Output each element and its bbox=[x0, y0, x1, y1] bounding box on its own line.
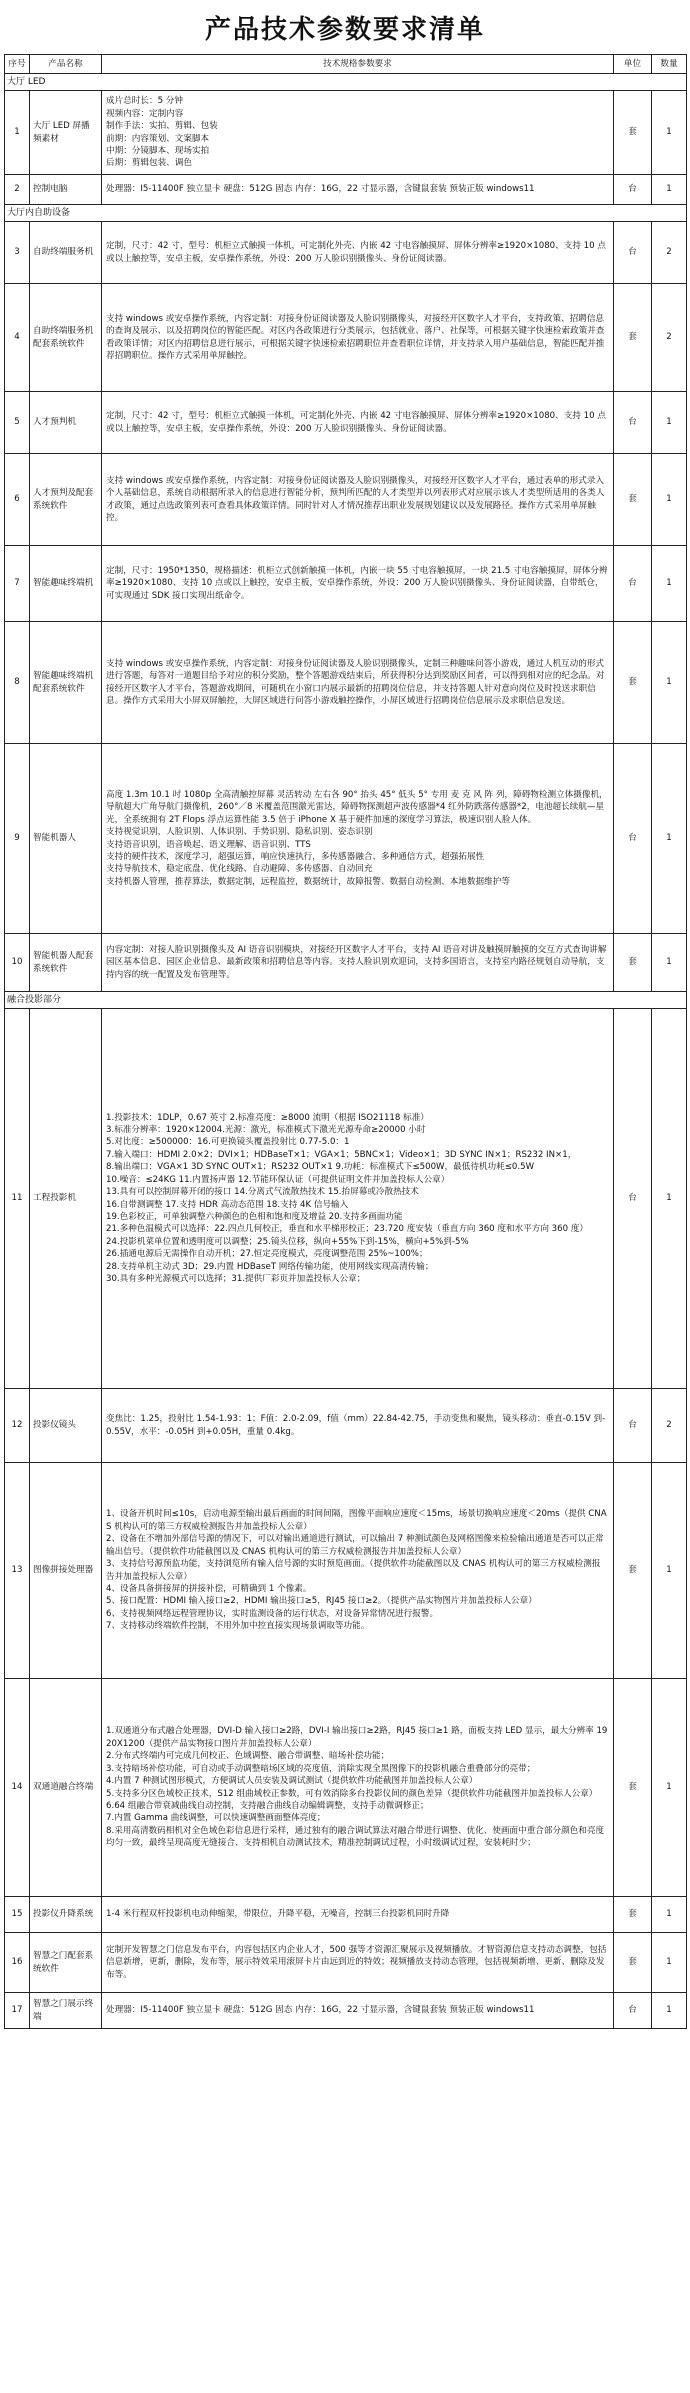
row-number: 1 bbox=[5, 91, 30, 175]
spec-line: 内容定制：对接人脸识别摄像头及 AI 语音识别模块，对接经开区数字人才平台，支持 AI 语音对讲及触摸屏触摸的交互方式查询讲解园区基本信息、园区企业信息、最新政策和招聘信息等内容。支持人脸识别欢迎词，支持多国语言，支持室内路径规划自动导航，支持内容的统一配置及发布管理等。 bbox=[106, 944, 607, 980]
row-number: 17 bbox=[5, 1993, 30, 2029]
unit: 套 bbox=[614, 1463, 652, 1679]
product-name: 智慧之门展示终端 bbox=[30, 1993, 102, 2029]
quantity: 1 bbox=[652, 546, 687, 622]
spec-line: 处理器：I5-11400F 独立显卡 硬盘：512G 固态 内存：16G，22 寸显示器，含键鼠套装 预装正版 windows11 bbox=[106, 2005, 535, 2016]
spec-line: 2.分布式终端内可完成几何校正、色域调整、融合带调整、暗场补偿功能； bbox=[106, 1751, 390, 1762]
row-number: 11 bbox=[5, 1009, 30, 1389]
table-row bbox=[5, 454, 687, 546]
spec-text bbox=[102, 175, 614, 205]
product-name: 工程投影机 bbox=[30, 1009, 102, 1389]
spec-text bbox=[102, 91, 614, 175]
product-name: 智慧之门配套系统软件 bbox=[30, 1933, 102, 1993]
product-name: 智能机器人配套系统软件 bbox=[30, 934, 102, 992]
spec-line: 支持的硬件技术，深度学习，超强运算，响应快速执行，多传感器融合、多种通信方式，超强拓展性 bbox=[106, 851, 485, 862]
quantity: 2 bbox=[652, 1389, 687, 1463]
product-name: 双通道融合终端 bbox=[30, 1679, 102, 1897]
spec-line: 3.标准分辨率：1920×12004.光源：激光，标准模式下激光光源寿命≥20000 小时 bbox=[106, 1125, 426, 1136]
product-name: 投影仪镜头 bbox=[30, 1389, 102, 1463]
quantity: 2 bbox=[652, 222, 687, 284]
unit: 台 bbox=[614, 744, 652, 934]
quantity: 1 bbox=[652, 392, 687, 454]
spec-line: 5.对比度：≥500000：16.可更换镜头覆盖投射比 0.77-5.0：1 bbox=[106, 1137, 350, 1148]
spec-line: 前期：内容策划、文案脚本 bbox=[106, 133, 210, 144]
spec-line: 10.噪音：≤24KG 11.内置扬声器 12.节能环保认证（可提供证明文件并加盖投标人公章） bbox=[106, 1174, 450, 1185]
header-spec: 技术规格参数要求 bbox=[102, 55, 614, 74]
product-name: 人才预判及配套系统软件 bbox=[30, 454, 102, 546]
spec-text bbox=[102, 744, 614, 934]
product-name: 控制电脑 bbox=[30, 175, 102, 205]
spec-line: 21.多种色温模式可以选择：22.四点几何校正，垂直和水平梯形校正；23.720 度安装（垂直方向 360 度和水平方向 360 度） bbox=[106, 1224, 588, 1235]
spec-line: 5、接口配置：HDMI 输入接口≥2，HDMI 输出接口≥5，RJ45 接口≥2。（提供产品实物图片并加盖投标人公章） bbox=[106, 1596, 537, 1607]
quantity: 2 bbox=[652, 284, 687, 392]
spec-text bbox=[102, 284, 614, 392]
row-number: 16 bbox=[5, 1933, 30, 1993]
spec-line: 支持 windows 或安卓操作系统，内容定制：对接身份证阅读器及人脸识别摄像头，定制三种趣味问答小游戏，通过人机互动的形式进行答题，每答对一道题目给予对应的积分奖励，整个答题游戏结束后，所获得积分达到奖励区间者，可以得到相对应的纪念品。对接经开区数字人才平台，答题游戏期间，可随机在小窗口内展示最新的招聘岗位信息，并支持答题人针对意向岗位及时投送求职信息。操作方式采用大小屏双屏触控，大屏区域进行问答小游戏触控操作，小屏区域进行招聘岗位信息展示及求职信息发送。 bbox=[106, 658, 605, 706]
spec-line: 定制，尺寸：42 寸，型号：机柜立式触摸一体机，可定制化外壳、内嵌 42 寸电容触摸屏、屏体分辨率≥1920×1080、支持 10 点或以上触控等，安卓主板，安卓操作系统，外设：200 万人脸识别摄像头、身份证阅读器。 bbox=[106, 411, 606, 434]
unit: 套 bbox=[614, 91, 652, 175]
table-row bbox=[5, 744, 687, 934]
spec-text bbox=[102, 546, 614, 622]
unit: 套 bbox=[614, 1679, 652, 1897]
table-row bbox=[5, 1933, 687, 1993]
row-number: 10 bbox=[5, 934, 30, 992]
row-number: 6 bbox=[5, 454, 30, 546]
category-row bbox=[5, 992, 687, 1009]
spec-line: 24.投影机菜单位置和透明度可以调整；25.镜头位移，纵向+55%下到-15%，横向+5%到-5% bbox=[106, 1236, 469, 1247]
header-name: 产品名称 bbox=[30, 55, 102, 74]
quantity: 1 bbox=[652, 1993, 687, 2029]
spec-line: 13.具有可以控制屏幕开闭的接口 14.分离式气流散热技术 15.抬屏幕或冷散热技术 bbox=[106, 1187, 419, 1198]
table-row bbox=[5, 1993, 687, 2029]
table-row bbox=[5, 1679, 687, 1897]
unit: 套 bbox=[614, 934, 652, 992]
product-name: 智能机器人 bbox=[30, 744, 102, 934]
table-row bbox=[5, 222, 687, 284]
spec-table bbox=[4, 54, 687, 2029]
unit: 套 bbox=[614, 1897, 652, 1933]
product-name: 智能趣味终端机配套系统软件 bbox=[30, 622, 102, 744]
spec-line: 定制开发智慧之门信息发布平台，内容包括区内企业人才，500 强等才资源汇聚展示及视频播放。才智资源信息支持动态调整，包括信息新增，更新，删除，发布等，展示特效采用滚屏卡片由远到近的特效；视频播放支持动态管理，包括视频新增、更新、删除及发布等。 bbox=[106, 1944, 607, 1980]
unit: 台 bbox=[614, 1993, 652, 2029]
spec-line: 中期：分镜脚本、现场实拍 bbox=[106, 145, 210, 156]
header-unit: 单位 bbox=[614, 55, 652, 74]
spec-line: 支持导航技术，稳定底盘、优化线路、自动避障、多传感器、自动回充 bbox=[106, 864, 373, 875]
quantity: 1 bbox=[652, 454, 687, 546]
spec-line: 视频内容：定制内容 bbox=[106, 108, 184, 119]
spec-line: 26.插通电源后无需操作自动开机；27.恒定亮度模式，亮度调整范围 25%~100%； bbox=[106, 1249, 428, 1260]
row-number: 14 bbox=[5, 1679, 30, 1897]
spec-line: 7、支持移动终端软件控制，不用外加中控直接实现场景调取等功能。 bbox=[106, 1621, 370, 1632]
spec-line: 高度 1.3m 10.1 吋 1080p 全高清触控屏幕 灵活转动 左右各 90° 抬头 45° 低头 5° 专用 麦 克 风 阵 列，障碍物检测立体摄像机，导航超大广角导航门摄像机，260°／8 米覆盖范围激光雷达，障碍物探测超声波传感器*4 红外防跌落传感器*2，电池超长续航—星光，全系统拥有 2T Flops 浮点运算性能 3.5 倍于 iPhone X 基于硬件加速的深度学习算法，极速识别人脸人体。 bbox=[106, 789, 608, 825]
spec-line: 变焦比：1.25，投射比 1.54-1.93：1；F值：2.0-2.09，f值（mm）22.84-42.75，手动变焦和聚焦，镜头移动：垂直-0.15V 到-0.55V，水平：-0.05H 到+0.05H，重量 0.4kg。 bbox=[106, 1414, 606, 1437]
unit: 套 bbox=[614, 284, 652, 392]
product-name: 智能趣味终端机 bbox=[30, 546, 102, 622]
unit: 台 bbox=[614, 222, 652, 284]
spec-line: 4.内置 7 种测试图形模式，方便调试人员安装及调试测试（提供软件功能截图并加盖投标人公章） bbox=[106, 1776, 478, 1787]
table-row bbox=[5, 622, 687, 744]
category-label: 融合投影部分 bbox=[5, 992, 687, 1009]
unit: 套 bbox=[614, 622, 652, 744]
product-name: 图像拼接处理器 bbox=[30, 1463, 102, 1679]
table-row bbox=[5, 1009, 687, 1389]
quantity: 1 bbox=[652, 622, 687, 744]
product-name: 大厅 LED 屏播频素材 bbox=[30, 91, 102, 175]
table-row bbox=[5, 1897, 687, 1933]
header-row bbox=[5, 55, 687, 74]
unit: 台 bbox=[614, 392, 652, 454]
product-name: 投影仪升降系统 bbox=[30, 1897, 102, 1933]
spec-line: 7.内置 Gamma 曲线调整，可以快速调整画面整体亮度； bbox=[106, 1813, 326, 1824]
spec-line: 1、设备开机时间≤10s，启动电源至输出最后画面的时间间隔，图像平面响应速度＜15ms，场景切换响应速度＜20ms（提供 CNAS 机构认可的第三方权威检测报告并加盖投标人公章） bbox=[106, 1509, 607, 1532]
quantity: 1 bbox=[652, 1933, 687, 1993]
spec-line: 2、设备在不增加外部信号源的情况下，可以对输出通道进行测试，可以输出 7 种测试颜色及网格图像来检验输出通道是否可以正常输出信号。（提供软件功能截图以及 CNAS 机构认可的第三方权威检测报告并加盖投标人公章） bbox=[106, 1534, 604, 1557]
quantity: 1 bbox=[652, 175, 687, 205]
page-title: 产品技术参数要求清单 bbox=[204, 14, 485, 45]
spec-line: 定制，尺寸：42 寸，型号：机柜立式触摸一体机，可定制化外壳、内嵌 42 寸电容触摸屏、屏体分辨率≥1920×1080、支持 10 点或以上触控等，安卓主板，安卓操作系统，外设：200 万人脸识别摄像头、身份证阅读器。 bbox=[106, 241, 606, 264]
table-row bbox=[5, 934, 687, 992]
spec-line: 6、支持视频网络远程管理协议，实时监测设备的运行状态，对设备异常情况进行报警。 bbox=[106, 1608, 439, 1619]
spec-line: 19.色彩校正，可单独调整六种颜色的色相和饱和度及增益 20.支持多画面功能 bbox=[106, 1211, 403, 1222]
spec-line: 8.采用高清数码相机对全色域色彩信息进行采样，通过独有的融合调试算法对融合带进行调整、优化、使画面中重合部分颜色和亮度均匀一致，最终呈现高度无缝接合、支持相机自动测试技术，精准控制调试过程，小时级调试过程，安装耗时少； bbox=[106, 1825, 605, 1849]
category-label: 大厅 LED bbox=[5, 74, 687, 91]
spec-line: 4、设备具备拼接屏的拼接补偿，可精确到 1 个像素。 bbox=[106, 1583, 312, 1594]
spec-text bbox=[102, 934, 614, 992]
spec-line: 支持视觉识别，人脸识别、人体识别、手势识别、隐私识别、姿态识别 bbox=[106, 827, 373, 838]
unit: 套 bbox=[614, 1933, 652, 1993]
quantity: 1 bbox=[652, 744, 687, 934]
row-number: 8 bbox=[5, 622, 30, 744]
spec-line: 28.支持单机主动式 3D；29.内置 HDBaseT 网络传输功能，使用网线实现高清传输； bbox=[106, 1261, 434, 1272]
spec-line: 制作手法：实拍、剪辑、包装 bbox=[106, 121, 218, 132]
table-row bbox=[5, 175, 687, 205]
row-number: 2 bbox=[5, 175, 30, 205]
quantity: 1 bbox=[652, 1009, 687, 1389]
spec-text bbox=[102, 392, 614, 454]
spec-text bbox=[102, 1389, 614, 1463]
spec-line: 1-4 米行程双杆投影机电动伸缩架，带限位，升降平稳，无噪音，控制三台投影机同时升降 bbox=[106, 1909, 450, 1920]
spec-line: 支持 windows 或安卓操作系统，内容定制：对接身份证阅读器及人脸识别摄像头，对接经开区数字人才平台，通过表单的形式录入个人基础信息，系统自动根据所录入的信息进行智能分析，预判所匹配的人才类型并以列表形式对应展示该人才类型所适用的各类人才政策，通过点选政策列表可查看具体政策详情。同时针对人才情况推荐出职业发展规划建议以及发展路径。操作方式采用单屏触控。 bbox=[106, 475, 605, 523]
spec-line: 处理器：I5-11400F 独立显卡 硬盘：512G 固态 内存：16G，22 寸显示器，含键鼠套装 预装正版 windows11 bbox=[106, 184, 535, 195]
category-row bbox=[5, 74, 687, 91]
row-number: 13 bbox=[5, 1463, 30, 1679]
row-number: 4 bbox=[5, 284, 30, 392]
spec-text bbox=[102, 1933, 614, 1993]
table-row bbox=[5, 1389, 687, 1463]
spec-text bbox=[102, 1009, 614, 1389]
product-name: 人才预判机 bbox=[30, 392, 102, 454]
table-body bbox=[5, 74, 687, 2029]
spec-line: 6.64 组融合带衰减曲线自动控制，支持融合曲线自动编辑调整，支持手动微调修正； bbox=[106, 1800, 429, 1811]
spec-line: 3、支持信号源预监功能，支持浏览所有输入信号源的实时预览画面。（提供软件功能截图以及 CNAS 机构认可的第三方权威检测报告并加盖投标人公章） bbox=[106, 1559, 601, 1582]
spec-line: 支持机器人管理，推荐算法，数据定制，远程监控，数据统计，故障报警、数据自动检测、本地数据维护等 bbox=[106, 876, 510, 887]
product-name: 自助终端服务机配套系统软件 bbox=[30, 284, 102, 392]
spec-line: 1.双通道分布式融合处理器，DVI-D 输入接口≥2路，DVI-I 输出接口≥2路，RJ45 接口≥1 路，面板支持 LED 显示，最大分辨率 1920X1200（提供产品实物接口图片并加盖投标人公章） bbox=[106, 1726, 608, 1749]
spec-line: 30.具有多种光源模式可以选择；31.提供厂彩页并加盖投标人公章； bbox=[106, 1273, 366, 1284]
unit: 台 bbox=[614, 546, 652, 622]
table-row bbox=[5, 1463, 687, 1679]
quantity: 1 bbox=[652, 1679, 687, 1897]
spec-text bbox=[102, 1897, 614, 1933]
unit: 套 bbox=[614, 454, 652, 546]
spec-line: 支持语音识别，语音唤起、语义理解、语音识别、TTS bbox=[106, 839, 311, 850]
spec-text bbox=[102, 1463, 614, 1679]
spec-line: 16.自带测调整 17.支持 HDR 高动态范围 18.支持 4K 信号输入 bbox=[106, 1199, 349, 1210]
row-number: 9 bbox=[5, 744, 30, 934]
spec-text bbox=[102, 1993, 614, 2029]
unit: 台 bbox=[614, 1389, 652, 1463]
spec-text bbox=[102, 222, 614, 284]
quantity: 1 bbox=[652, 1897, 687, 1933]
table-row bbox=[5, 546, 687, 622]
category-label: 大厅内自助设备 bbox=[5, 205, 687, 222]
spec-line: 支持 windows 或安卓操作系统，内容定制：对接身份证阅读器及人脸识别摄像头，对接经开区数字人才平台，支持政策、招聘信息的查询及展示、以及招聘岗位的智能匹配。对区内各政策进行分类展示，包括就业、落户、社保等，可根据关键字快速检索政策并查看政策详情；对区内招聘信息进行展示，可根据关键字快速检索招聘职位并查看职位详情，并支持录入用户基础信息，智能匹配并推荐招聘职位。操作方式采用单屏触控。 bbox=[106, 313, 605, 361]
row-number: 15 bbox=[5, 1897, 30, 1933]
spec-line: 8.输出端口：VGA×1 3D SYNC OUT×1；RS232 OUT×1 9.功耗：标准模式下≤500W，最低待机功耗≤0.5W bbox=[106, 1162, 535, 1173]
spec-text bbox=[102, 454, 614, 546]
spec-line: 3.支持暗场补偿功能，可自动或手动调整暗场区域的亮度值，消除实现全黑图像下的投影机融合重叠部分的亮带； bbox=[106, 1763, 536, 1774]
table-row bbox=[5, 284, 687, 392]
quantity: 1 bbox=[652, 934, 687, 992]
unit: 台 bbox=[614, 175, 652, 205]
spec-line: 后期：剪辑包装、调色 bbox=[106, 158, 192, 169]
header-no: 序号 bbox=[5, 55, 30, 74]
header-qty: 数量 bbox=[652, 55, 687, 74]
row-number: 3 bbox=[5, 222, 30, 284]
row-number: 12 bbox=[5, 1389, 30, 1463]
row-number: 7 bbox=[5, 546, 30, 622]
quantity: 1 bbox=[652, 91, 687, 175]
table-row bbox=[5, 392, 687, 454]
unit: 台 bbox=[614, 1009, 652, 1389]
spec-text bbox=[102, 622, 614, 744]
spec-line: 5.支持多分区色域校正技术，S12 组曲域校正参数，可有效消除多台投影仪间的颜色差异（提供软件功能截图并加盖投标人公章） bbox=[106, 1788, 598, 1799]
spec-line: 成片总时长：5 分钟 bbox=[106, 96, 183, 107]
spec-line: 定制，尺寸：1950*1350，规格描述：机柜立式创新触摸一体机，内嵌一块 55 寸电容触摸屏，一块 21.5 寸电容触摸屏，屏体分辨率≥1920×1080、支持 10 点或以上触控，安卓主板，安卓操作系统，外设：200 万人脸识别摄像头、身份证阅读器，自带纸仓，可实现通过 SDK 接口实现出纸命令。 bbox=[106, 565, 608, 601]
product-name: 自助终端服务机 bbox=[30, 222, 102, 284]
table-row bbox=[5, 91, 687, 175]
row-number: 5 bbox=[5, 392, 30, 454]
spec-line: 7.输入端口：HDMI 2.0×2；DVI×1；HDBaseT×1；VGA×1；5BNC×1；Video×1；3D SYNC IN×1；RS232 IN×1， bbox=[106, 1149, 577, 1160]
spec-line: 1.投影技术：1DLP，0.67 英寸 2.标准亮度：≥8000 流明（根据 ISO21118 标准） bbox=[106, 1112, 429, 1123]
spec-text bbox=[102, 1679, 614, 1897]
category-row bbox=[5, 205, 687, 222]
quantity: 1 bbox=[652, 1463, 687, 1679]
